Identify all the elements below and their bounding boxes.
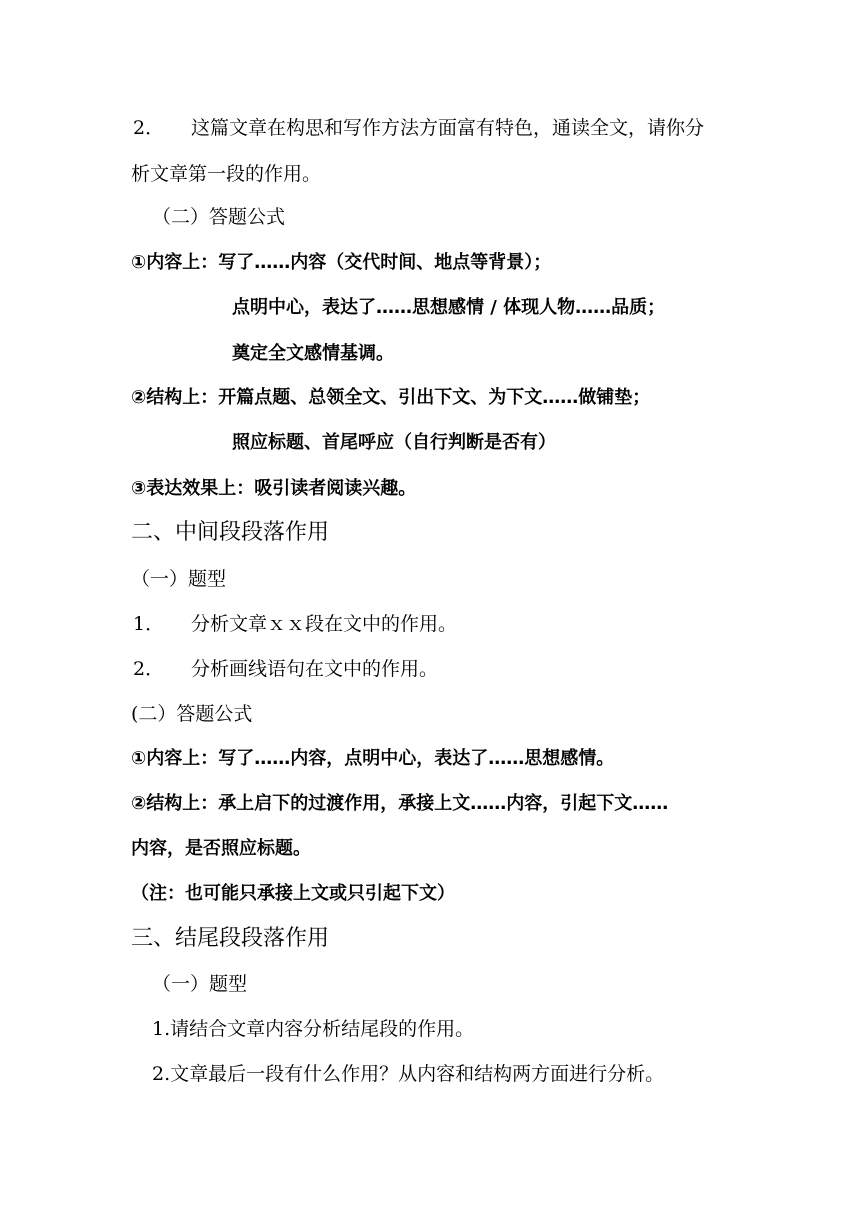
section-2-question-2 [133, 655, 438, 683]
content-line-3: 奠定全文感情基调。 [232, 343, 394, 364]
question-2-line-1 [133, 114, 704, 142]
section-2-content-line: ①内容上：写了……内容，点明中心，表达了……思想感情。 [131, 748, 615, 769]
formula-heading: （二）答题公式 [152, 206, 286, 228]
section-2-note: （注：也可能只承接上文或只引起下文） [131, 883, 455, 904]
content-line-1: ①内容上：写了……内容（交代时间、地点等背景）； [131, 252, 552, 273]
section-2-types-heading: （一）题型 [131, 568, 227, 590]
question-2-line-2: 析文章第一段的作用。 [131, 163, 322, 185]
structure-line-2: 照应标题、首尾呼应（自行判断是否有） [232, 432, 556, 453]
section-2-question-1-text: 分析文章ｘｘ段在文中的作用。 [191, 613, 458, 635]
section-2-question-2-number: 2． [133, 658, 165, 680]
structure-line-1: ②结构上：开篇点题、总领全文、引出下文、为下文……做铺垫； [131, 387, 651, 408]
section-2-question-2-text: 分析画线语句在文中的作用。 [191, 658, 439, 680]
content-line-2: 点明中心，表达了……思想感情 / 体现人物……品质； [232, 297, 666, 318]
effect-line: ③表达效果上：吸引读者阅读兴趣。 [131, 478, 417, 499]
question-2-text: 这篇文章在构思和写作方法方面富有特色，通读全文，请你分 [191, 117, 705, 139]
section-2-question-1-number: 1． [133, 613, 165, 635]
section-3-types-heading: （一）题型 [152, 973, 248, 995]
section-3-question-1: 1.请结合文章内容分析结尾段的作用。 [152, 1018, 475, 1040]
section-2-formula-heading: (二）答题公式 [131, 703, 253, 725]
section-3-title: 三、结尾段段落作用 [131, 926, 330, 951]
question-2-number: 2． [133, 117, 165, 139]
section-2-title: 二、中间段段落作用 [131, 520, 330, 545]
section-2-structure-line-2: 内容，是否照应标题。 [131, 838, 311, 859]
section-2-structure-line-1: ②结构上：承上启下的过渡作用，承接上文……内容，引起下文…… [131, 793, 669, 814]
section-3-question-2: 2.文章最后一段有什么作用？从内容和结构两方面进行分析。 [152, 1063, 665, 1085]
section-2-question-1 [133, 610, 457, 638]
